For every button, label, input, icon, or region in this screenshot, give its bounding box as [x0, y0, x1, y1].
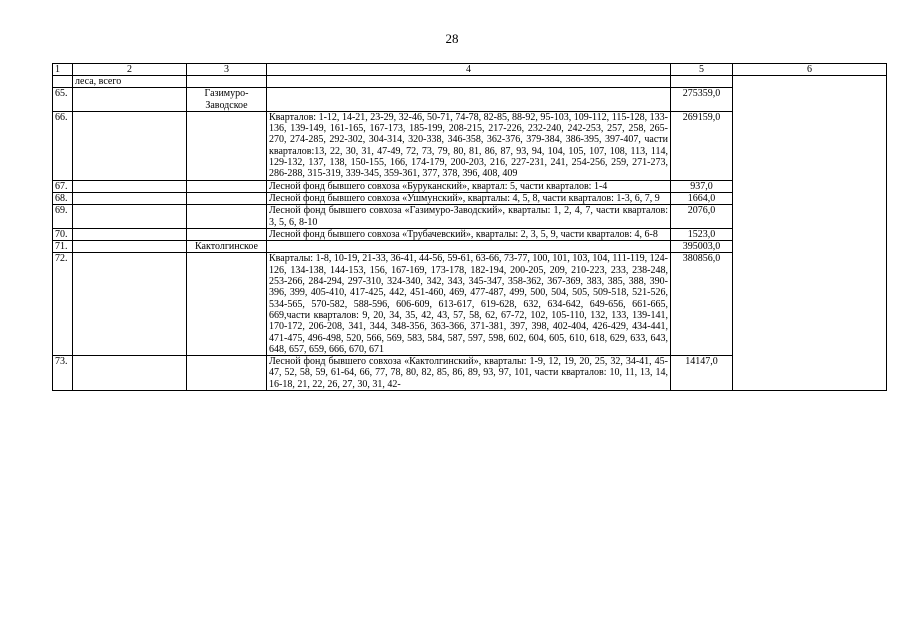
row-name: [73, 205, 187, 229]
row-number: 70.: [53, 228, 73, 240]
row-area: 380856,0: [671, 253, 733, 356]
row-forestry: Кактолгинское: [187, 241, 267, 253]
forest-table: [52, 63, 887, 391]
row-forestry: [187, 253, 267, 356]
row-description: Кварталы: 1-8, 10-19, 21-33, 36-41, 44-56, 59-61, 63-66, 73-77, 100, 101, 103, 104, 111-119, 124-126, 134-138, 144-153, 156, 167-169, 173-178, 182-194, 200-205, 209, 210-223, 233, 238-248, 253-266, 284-294, 297-310, 324-340, 342, 343, 345-347, 358-362, 367-369, 383, 385, 388, 390-396, 399, 405-410, 417-425, 442, 451-460, 469, 477-487, 499, 500, 504, 505, 509-518, 521-526, 534-565, 570-582, 588-596, 606-609, 613-617, 619-628, 632, 634-642, 649-656, 661-665, 669,части кварталов: 9, 20, 34, 35, 42, 43, 57, 58, 62, 67-72, 102, 105-110, 132, 133, 139-141, 170-172, 206-208, 341, 344, 348-356, 363-366, 371-381, 397, 398, 402-404, 426-429, 434-441, 471-475, 496-498, 520, 566, 569, 583, 584, 587, 597, 598, 602, 604, 605, 610, 618, 629, 633, 643, 648, 657, 659, 666, 670, 671: [267, 253, 671, 356]
header-col-6: 6: [733, 64, 887, 76]
row-name: [73, 180, 187, 192]
row-forestry: [187, 228, 267, 240]
row-number: 69.: [53, 205, 73, 229]
row-area: [671, 76, 733, 88]
row-name: леса, всего: [73, 76, 187, 88]
header-row: [53, 64, 887, 76]
row-number: 67.: [53, 180, 73, 192]
row-area: 269159,0: [671, 111, 733, 180]
row-number: 65.: [53, 88, 73, 112]
row-description: [267, 241, 671, 253]
row-forestry: Газимуро-Заводское: [187, 88, 267, 112]
row-area: 937,0: [671, 180, 733, 192]
row-forestry: [187, 76, 267, 88]
row-name: [73, 228, 187, 240]
header-col-3: 3: [187, 64, 267, 76]
row-description: [267, 76, 671, 88]
row-name: [73, 192, 187, 204]
table-row: [53, 76, 887, 88]
row-name: [73, 88, 187, 112]
row-number: 73.: [53, 356, 73, 391]
header-col-5: 5: [671, 64, 733, 76]
row-description: [267, 88, 671, 112]
row-forestry: [187, 111, 267, 180]
row-number: 71.: [53, 241, 73, 253]
row-area: 1523,0: [671, 228, 733, 240]
row-name: [73, 241, 187, 253]
row-number: [53, 76, 73, 88]
row-description: Лесной фонд бывшего совхоза «Трубачевский», кварталы: 2, 3, 5, 9, части кварталов: 4, 6-8: [267, 228, 671, 240]
header-col-1: 1: [53, 64, 73, 76]
row-name: [73, 111, 187, 180]
row-forestry: [187, 192, 267, 204]
row-description: Лесной фонд бывшего совхоза «Буруканский», квартал: 5, части кварталов: 1-4: [267, 180, 671, 192]
row-name: [73, 253, 187, 356]
row-area: 275359,0: [671, 88, 733, 112]
row-area: 2076,0: [671, 205, 733, 229]
row-number: 68.: [53, 192, 73, 204]
row-forestry: [187, 205, 267, 229]
row-description: Лесной фонд бывшего совхоза «Кактолгинский», кварталы: 1-9, 12, 19, 20, 25, 32, 34-41, 45-47, 52, 58, 59, 61-64, 66, 77, 78, 80, 82, 85, 86, 89, 93, 97, 101, части кварталов: 10, 11, 13, 14, 16-18, 21, 22, 26, 27, 30, 31, 42-: [267, 356, 671, 391]
row-notes: [733, 76, 887, 391]
header-col-4: 4: [267, 64, 671, 76]
page-number: 28: [445, 31, 459, 46]
row-number: 72.: [53, 253, 73, 356]
row-forestry: [187, 180, 267, 192]
row-forestry: [187, 356, 267, 391]
row-description: Лесной фонд бывшего совхоза «Ушмунский», кварталы: 4, 5, 8, части кварталов: 1-3, 6, 7, 9: [267, 192, 671, 204]
row-name: [73, 356, 187, 391]
row-area: 14147,0: [671, 356, 733, 391]
row-description: Кварталов: 1-12, 14-21, 23-29, 32-46, 50-71, 74-78, 82-85, 88-92, 95-103, 109-112, 115-128, 133-136, 139-149, 161-165, 167-173, 185-199, 208-215, 217-226, 232-240, 242-253, 257, 258, 265-270, 274-285, 292-302, 304-314, 320-338, 346-358, 362-376, 379-384, 386-395, 397-407, части кварталов:13, 22, 30, 31, 47-49, 72, 73, 79, 80, 81, 86, 87, 93, 94, 104, 105, 107, 108, 113, 114, 129-132, 137, 138, 150-155, 166, 174-179, 200-203, 216, 227-231, 241, 254-256, 259, 271-273, 286-288, 315-319, 339-345, 359-361, 377, 378, 396, 408, 409: [267, 111, 671, 180]
row-area: 1664,0: [671, 192, 733, 204]
row-description: Лесной фонд бывшего совхоза «Газимуро-Заводский», кварталы: 1, 2, 4, 7, части кварталов: 3, 5, 6, 8-10: [267, 205, 671, 229]
row-area: 395003,0: [671, 241, 733, 253]
row-number: 66.: [53, 111, 73, 180]
header-col-2: 2: [73, 64, 187, 76]
